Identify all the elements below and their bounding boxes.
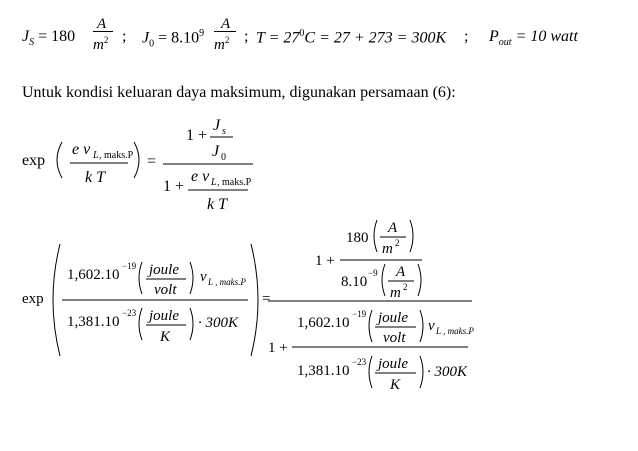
m-exp: 2 (395, 238, 400, 248)
coef-810: 8.10 (341, 274, 368, 290)
separator: ; (244, 28, 249, 45)
one-plus: 1 + (315, 253, 335, 269)
denominator-exp: −23 (352, 357, 367, 367)
k-label: K (390, 377, 401, 393)
m-label: m (382, 241, 393, 257)
denominator-coef: 1,381.10 (297, 363, 350, 379)
one-plus: 1 + (268, 340, 288, 356)
v-sub: L , maks.P (436, 326, 474, 336)
sub-L: L (211, 177, 217, 188)
sub-L: L (93, 150, 99, 161)
right-paren (134, 142, 139, 178)
numerator-coef: 1,602.10 (297, 315, 350, 331)
paren (190, 262, 193, 294)
denominator-exp: −23 (122, 308, 137, 318)
js-symbol: J (213, 117, 221, 134)
paren (420, 356, 423, 388)
separator: ; (122, 28, 127, 45)
exp-label: exp (22, 152, 46, 169)
j0-symbol: J (212, 143, 220, 160)
j0-given: $J_0 = 8.10^9$ (142, 28, 205, 50)
equation-1 (22, 117, 253, 213)
kt-label: k T (85, 169, 105, 186)
ev-label: e v (191, 168, 210, 185)
j0-sub: 0 (221, 152, 226, 163)
sub-maks: , maks.P (99, 150, 134, 161)
equation-2 (22, 220, 474, 393)
paren (410, 220, 413, 252)
temperature-given: $T = 27^0C = 27 + 273 = 300K$ (256, 28, 447, 47)
numerator-exp: −19 (122, 261, 137, 271)
volt-label: volt (383, 330, 406, 346)
coef-180: 180 (346, 230, 369, 246)
js-unit-num: A (97, 16, 107, 32)
instruction-sentence: Untuk kondisi keluaran daya maksimum, digunakan persamaan (6): (22, 84, 456, 101)
joule-label: joule (378, 356, 408, 372)
j0-unit-num: A (221, 16, 231, 32)
j0-unit-den: $m^2$ (214, 35, 230, 53)
paren (418, 264, 421, 296)
left-paren (53, 244, 60, 356)
denominator-coef: 1,381.10 (67, 314, 120, 330)
equals-sign: = (147, 153, 157, 170)
joule-label: joule (378, 310, 408, 326)
temp-label: · 300K (198, 315, 239, 331)
js-unit-den: $m^2$ (93, 35, 109, 53)
exp-neg9: −9 (368, 268, 378, 278)
a-label: A (388, 220, 398, 236)
one-plus: 1 + (163, 178, 185, 195)
js-given: $J_S = 180$ (22, 28, 76, 49)
v-symbol: v (428, 318, 435, 334)
joule-label: joule (149, 262, 179, 278)
numerator-exp: −19 (352, 309, 367, 319)
k-label: K (160, 329, 171, 345)
paren (382, 264, 385, 296)
paren (369, 310, 372, 342)
numerator-coef: 1,602.10 (67, 267, 120, 283)
temp-label: · 300K (427, 364, 468, 380)
paren (374, 220, 377, 252)
paren (369, 356, 372, 388)
volt-label: volt (154, 282, 177, 298)
m-label: m (390, 285, 401, 301)
m-exp: 2 (403, 282, 408, 292)
paren (190, 308, 193, 340)
one-plus: 1 + (186, 127, 208, 144)
separator: ; (464, 28, 469, 45)
sub-maks: , maks.P (217, 177, 252, 188)
v-sub: L , maks.P (208, 277, 246, 287)
right-paren (251, 244, 258, 356)
v-symbol: v (200, 269, 207, 285)
paren (420, 310, 423, 342)
paren (139, 262, 142, 294)
paren (139, 308, 142, 340)
exp-label: exp (22, 291, 44, 307)
left-paren (57, 142, 62, 178)
js-sub: s (222, 126, 226, 137)
a-label: A (396, 264, 406, 280)
equals-sign: = (262, 291, 271, 307)
pout-given: $P_{out} = 10$ watt (489, 28, 578, 49)
joule-label: joule (149, 308, 179, 324)
ev-label: e v (72, 141, 91, 158)
kt-label: k T (207, 196, 227, 213)
